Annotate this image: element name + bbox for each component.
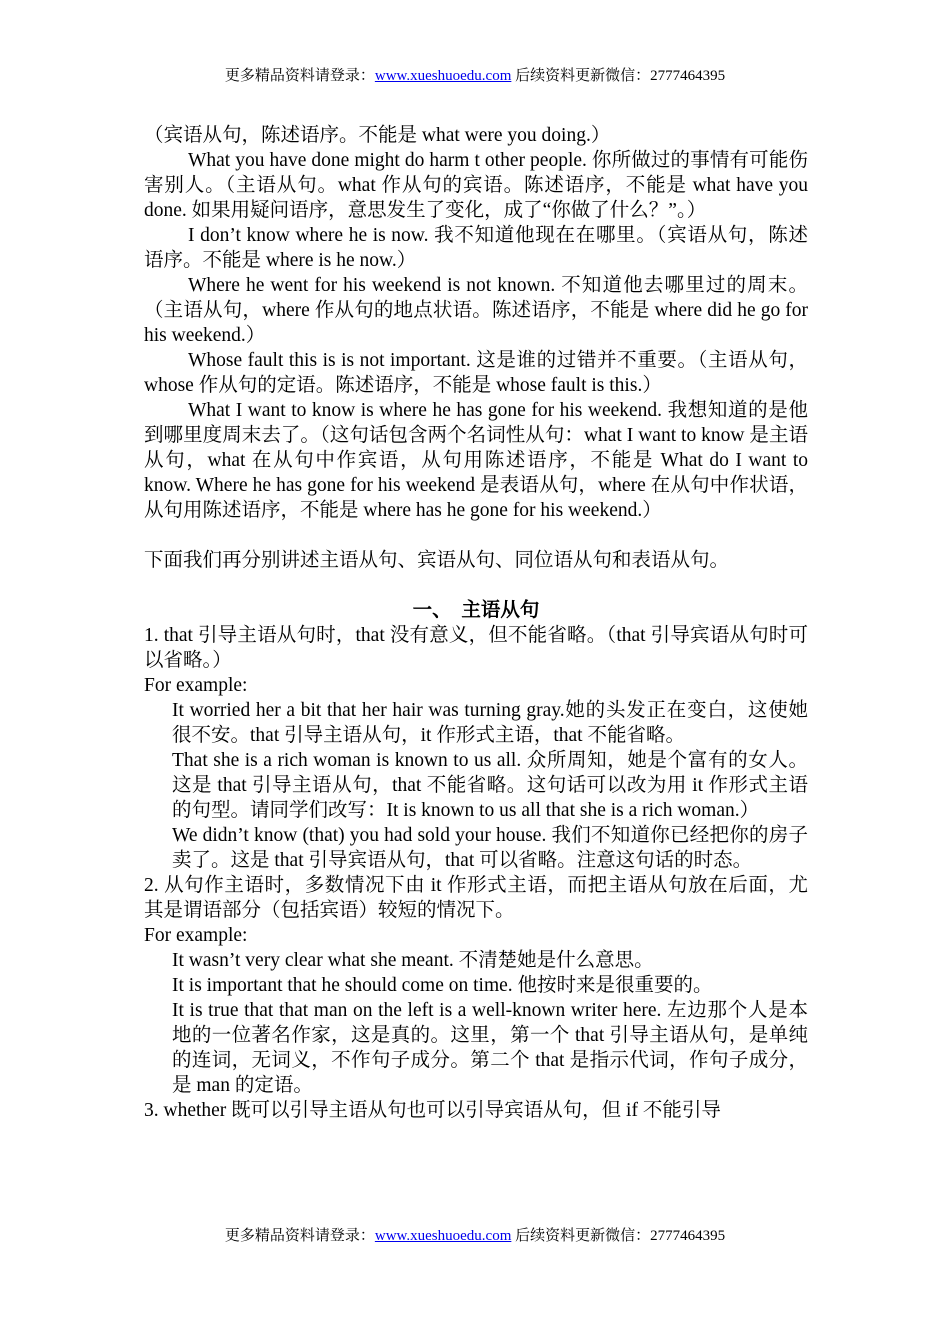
document-body (144, 123, 808, 1123)
header-prefix: 更多精品资料请登录： (224, 68, 375, 84)
example-sentence: It worried her a bit that her hair was turning gray.她的头发正在变白，这使她很不安。that 引导主语从句，it 作形式主语，that 不能省略。 (172, 700, 808, 746)
paragraph: Whose fault this is is not important. 这是谁的过错并不重要。（主语从句，whose 作从句的定语。陈述语序，不能是 whose fault is this.） (144, 350, 808, 396)
example-sentence: That she is a rich woman is known to us all. 众所周知，她是个富有的女人。这是 that 引导主语从句，that 不能省略。这句话可以改为用 it 作形式主语的句型。请同学们改写：It is known to us all that she is a rich woman.） (172, 750, 808, 821)
header-link[interactable]: www.xueshuoedu.com (374, 68, 512, 84)
example-label: For example: (144, 925, 248, 946)
paragraph: 下面我们再分别讲述主语从句、宾语从句、同位语从句和表语从句。 (144, 550, 730, 571)
example-sentence: It is true that that man on the left is a well-known writer here. 左边那个人是本地的一位著名作家，这是真的。这里，第一个 that 引导主语从句，是单纯的连词，无词义，不作句子成分。第二个 that 是指示代词，作句子成分，是 man 的定语。 (172, 1000, 808, 1096)
paragraph: （宾语从句，陈述语序。不能是 what were you doing.） (144, 125, 611, 146)
example-label: For example: (144, 675, 248, 696)
footer-link[interactable]: www.xueshuoedu.com (374, 1228, 512, 1244)
header-suffix: 后续资料更新微信：2777464395 (511, 68, 726, 84)
rule-item: 3. whether 既可以引导主语从句也可以引导宾语从句，但 if 不能引导 (144, 1100, 721, 1121)
footer-suffix: 后续资料更新微信：2777464395 (511, 1228, 726, 1244)
example-sentence: It is important that he should come on time. 他按时来是很重要的。 (172, 975, 713, 996)
page-footer (0, 1226, 950, 1246)
paragraph: What you have done might do harm t other people. 你所做过的事情有可能伤害别人。（主语从句。what 作从句的宾语。陈述语序，不能是 what have you done. 如果用疑问语序，意思发生了变化，成了“你做了什么？”。） (144, 150, 808, 221)
page-header (0, 66, 950, 86)
paragraph: Where he went for his weekend is not known. 不知道他去哪里过的周末。（主语从句，where 作从句的地点状语。陈述语序，不能是 where did he go for his weekend.） (144, 275, 808, 346)
rule-item: 2. 从句作主语时，多数情况下由 it 作形式主语，而把主语从句放在后面，尤其是谓语部分（包括宾语）较短的情况下。 (144, 875, 808, 921)
rule-item: 1. that 引导主语从句时，that 没有意义，但不能省略。（that 引导宾语从句时可以省略。） (144, 625, 808, 671)
blank-line (144, 573, 808, 598)
blank-line (144, 523, 808, 548)
paragraph: I don’t know where he is now. 我不知道他现在在哪里。（宾语从句，陈述语序。不能是 where is he now.） (144, 225, 808, 271)
footer-prefix: 更多精品资料请登录： (224, 1228, 375, 1244)
paragraph: What I want to know is where he has gone for his weekend. 我想知道的是他到哪里度周末去了。（这句话包含两个名词性从句：what I want to know 是主语从句，what 在从句中作宾语，从句用陈述语序，不能是 What do I want to know. Where he has gone for his weekend 是表语从句，where 在从句中作状语，从句用陈述语序，不能是 where has he gone for his weekend.） (144, 400, 808, 521)
example-sentence: It wasn’t very clear what she meant. 不清楚她是什么意思。 (172, 950, 654, 971)
section-heading: 一、 主语从句 (412, 600, 540, 621)
example-sentence: We didn’t know (that) you had sold your house. 我们不知道你已经把你的房子卖了。这是 that 引导宾语从句，that 可以省略。注意这句话的时态。 (172, 825, 808, 871)
